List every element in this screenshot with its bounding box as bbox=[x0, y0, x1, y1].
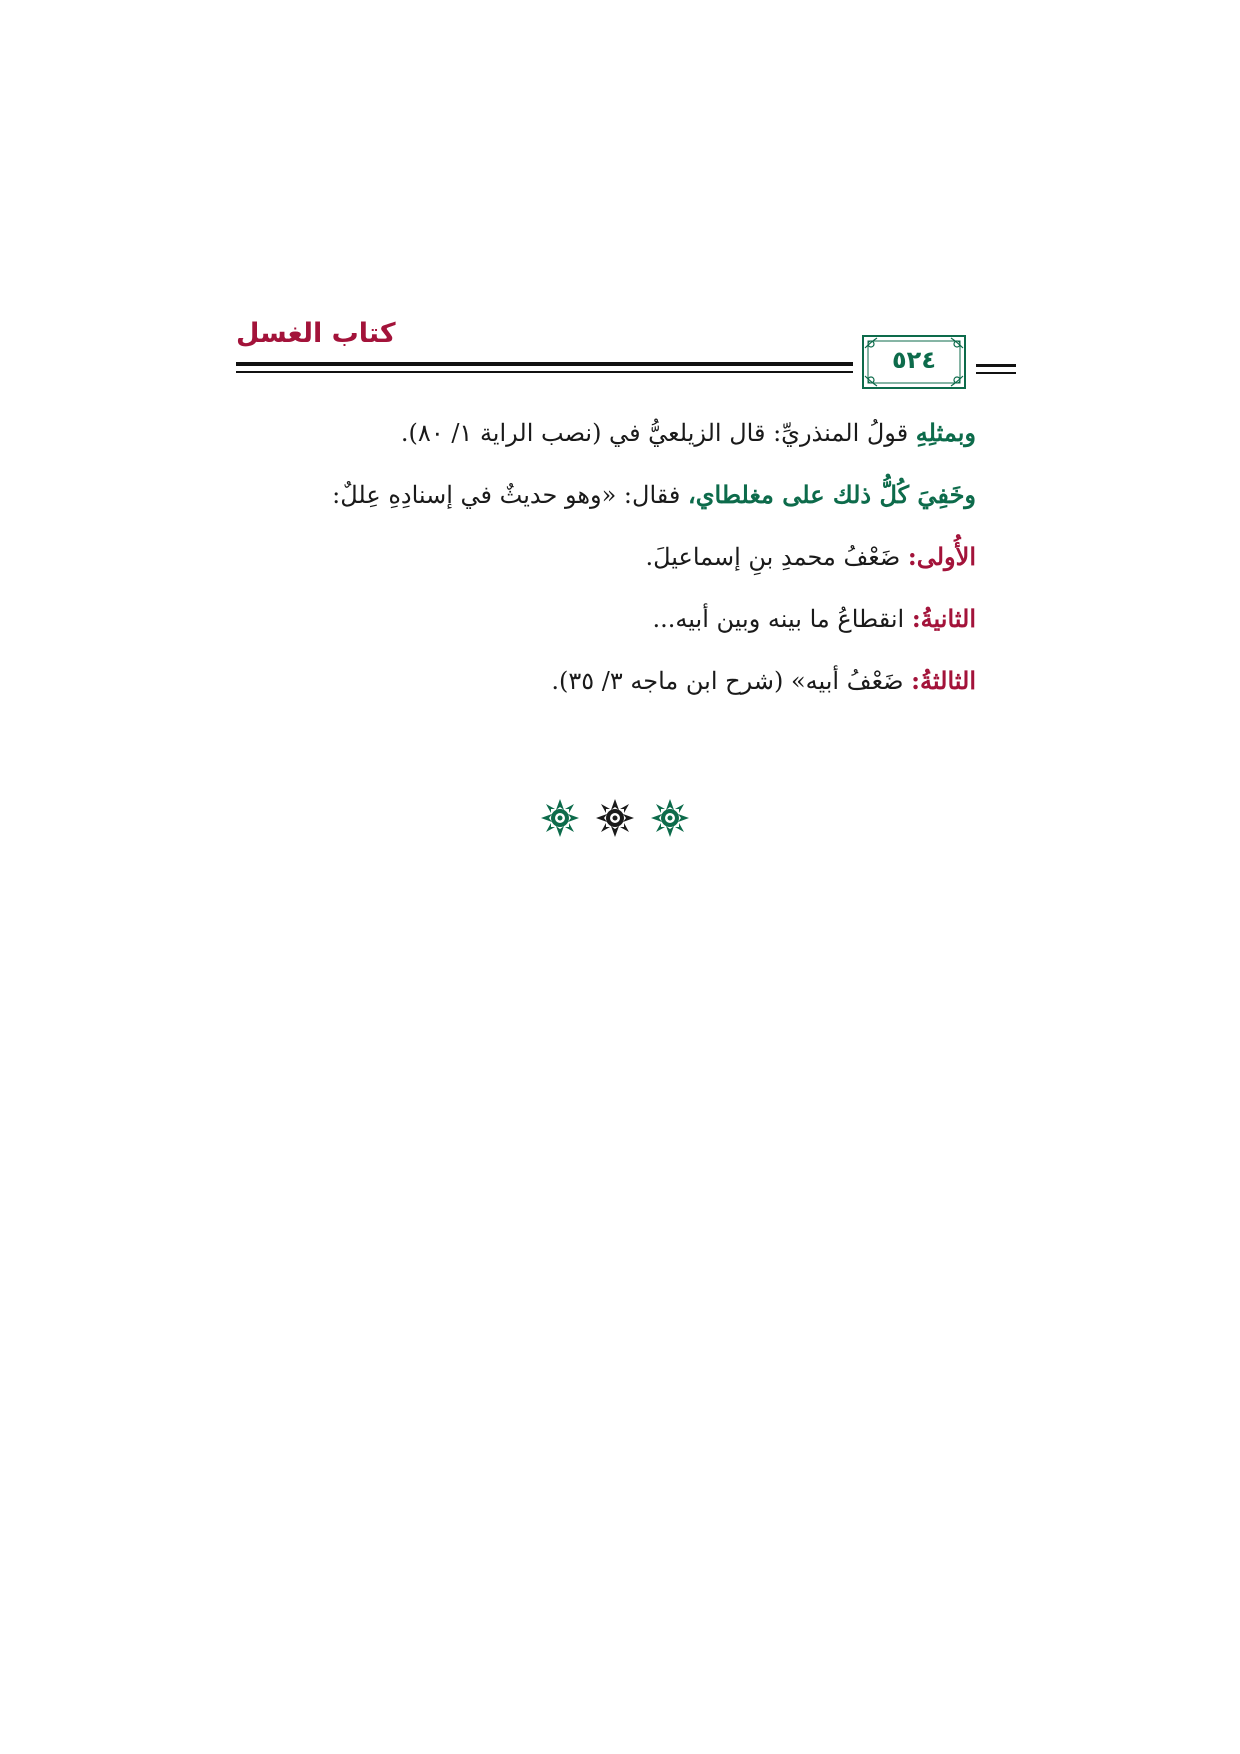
book-title: كتاب الغسل bbox=[236, 318, 396, 349]
list-item-label: الثالثةُ: bbox=[911, 666, 976, 695]
section-end-ornaments bbox=[540, 796, 690, 840]
header-rule-thick bbox=[236, 362, 853, 366]
list-item-third bbox=[236, 650, 976, 712]
paragraph-line-2 bbox=[236, 464, 976, 526]
header-rule-thin bbox=[236, 371, 853, 373]
body-text bbox=[236, 402, 976, 712]
header-rule-right-thin bbox=[976, 372, 1016, 374]
list-item-second bbox=[236, 588, 976, 650]
page-number-frame bbox=[861, 334, 967, 390]
page-header bbox=[236, 318, 1016, 388]
flower-ornament-icon bbox=[650, 798, 690, 838]
list-item-text: ضَعْفُ أبيه» (شرح ابن ماجه ٣/ ٣٥). bbox=[551, 667, 912, 695]
flower-ornament-icon bbox=[540, 798, 580, 838]
list-item-text: انقطاعُ ما بينه وبين أبيه... bbox=[652, 605, 912, 633]
lead-phrase: وبمثلِهِ bbox=[915, 418, 976, 447]
lead-phrase: وخَفِيَ كُلُّ ذلك على مغلطاي، bbox=[688, 480, 976, 509]
flower-ornament-icon bbox=[595, 798, 635, 838]
list-item-label: الثانيةُ: bbox=[911, 604, 976, 633]
list-item-first bbox=[236, 526, 976, 588]
paragraph-line-1 bbox=[236, 402, 976, 464]
list-item-text: ضَعْفُ محمدِ بنِ إسماعيلَ. bbox=[645, 543, 908, 571]
line-text: فقال: «وهو حديثٌ في إسنادِهِ عِللٌ: bbox=[332, 481, 688, 509]
page-number: ٥٢٤ bbox=[892, 346, 936, 374]
line-text: قولُ المنذريِّ: قال الزيلعيُّ في (نصب الراية ١/ ٨٠). bbox=[400, 419, 916, 447]
header-rule-right-thick bbox=[976, 364, 1016, 367]
list-item-label: الأُولى: bbox=[907, 542, 976, 571]
